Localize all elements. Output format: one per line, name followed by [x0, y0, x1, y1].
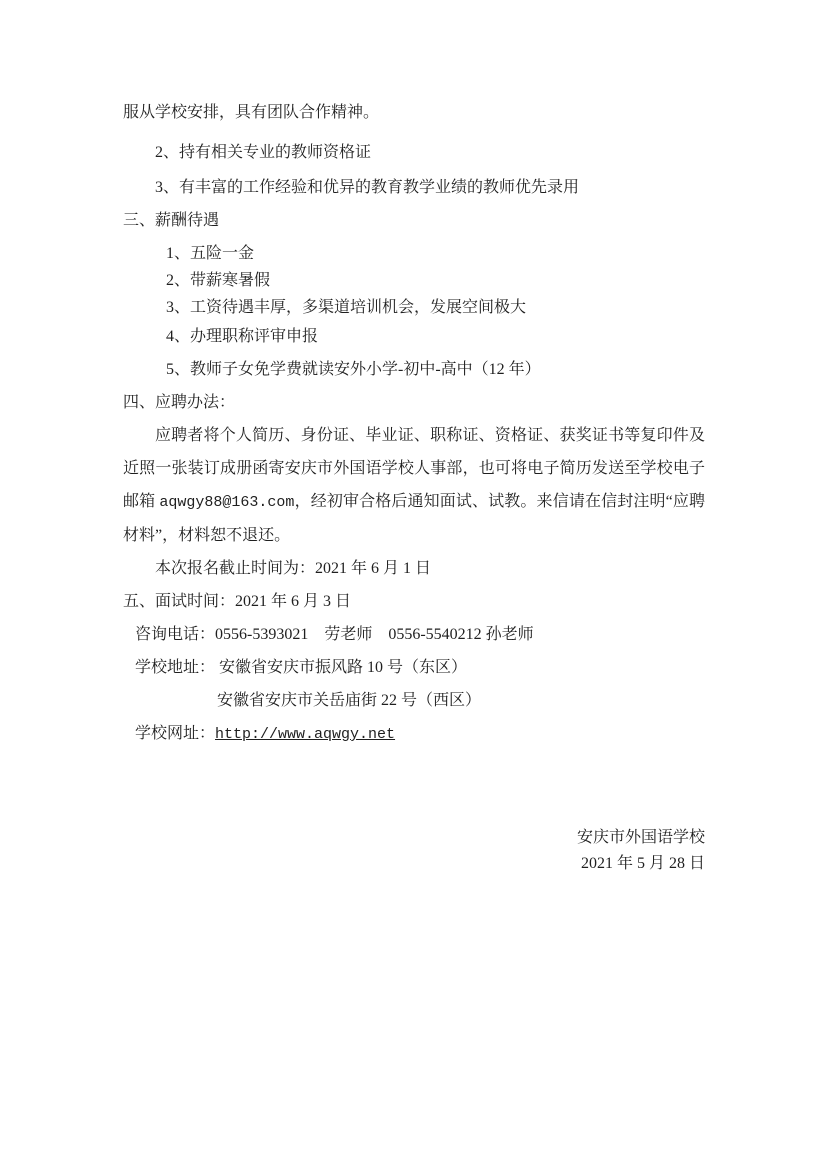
- application-paragraph-part2: ，经初审合格后通知面试、试教。来信请在信封注明“应聘材料”，材料恕不退还。: [123, 493, 705, 544]
- requirement-item-2: 2、持有相关专业的教师资格证: [155, 144, 372, 161]
- benefit-item-4: 4、办理职称评审申报: [166, 328, 319, 345]
- address-line-west: 安徽省安庆市关岳庙街 22 号（西区）: [217, 692, 482, 709]
- website-link[interactable]: http://www.aqwgy.net: [215, 726, 396, 743]
- benefit-item-5: 5、教师子女免学费就读安外小学-初中-高中（12 年）: [166, 361, 541, 378]
- website-line: [135, 717, 705, 751]
- section-heading-interview: 五、面试时间：2021 年 6 月 3 日: [123, 593, 352, 610]
- application-paragraph-part1: 应聘者将个人简历、身份证、毕业证、职称证、资格证、获奖证书等复印件及近照一张装订成册函寄安庆市外国语学校人事部，也可将电子简历发送至学校电子邮箱: [123, 427, 705, 510]
- application-paragraph: [123, 419, 705, 552]
- website-label: 学校网址：: [135, 725, 216, 742]
- requirement-item-3: 3、有丰富的工作经验和优异的教育教学业绩的教师优先录用: [155, 179, 580, 196]
- continuation-line: 服从学校安排，具有团队合作精神。: [123, 104, 380, 121]
- deadline-line: 本次报名截止时间为：2021 年 6 月 1 日: [155, 560, 432, 577]
- benefit-item-1: 1、五险一金: [166, 245, 255, 262]
- email-text: aqwgy88@163.com: [159, 494, 295, 511]
- signature-date: 2021 年 5 月 28 日: [580, 855, 705, 872]
- address-line-east: 学校地址： 安徽省安庆市振风路 10 号（东区）: [135, 659, 468, 676]
- benefit-item-3: 3、工资待遇丰厚，多渠道培训机会，发展空间极大: [166, 299, 527, 316]
- phone-line: 咨询电话：0556-5393021 劳老师 0556-5540212 孙老师: [135, 626, 534, 643]
- benefit-item-2: 2、带薪寒暑假: [166, 272, 271, 289]
- section-heading-salary: 三、薪酬待遇: [123, 212, 220, 229]
- signature-org: 安庆市外国语学校: [576, 829, 705, 846]
- section-heading-application: 四、应聘办法：: [123, 394, 236, 411]
- signature-block: [123, 825, 705, 877]
